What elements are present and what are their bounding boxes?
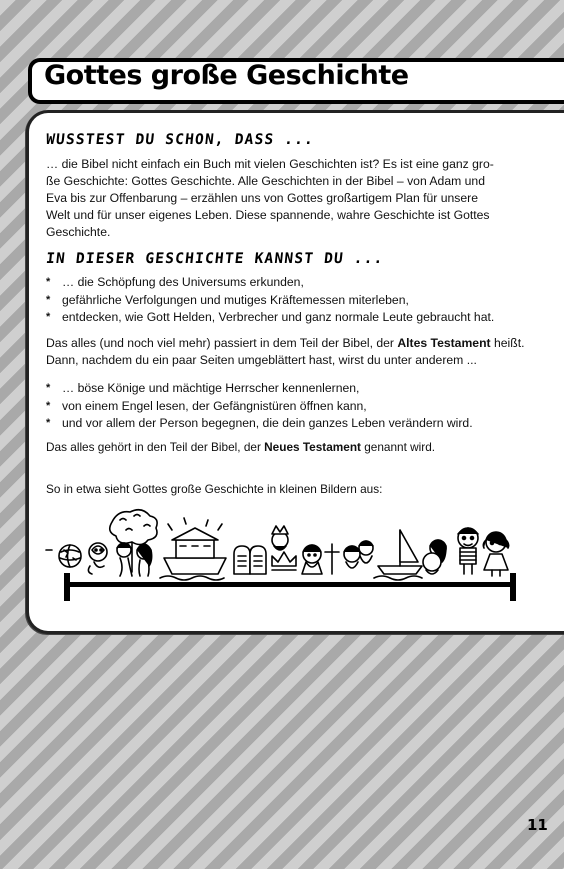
text-segment: Das alles gehört in den Teil der Bibel, der xyxy=(46,440,265,454)
cross-icon xyxy=(325,544,339,574)
asterisk-icon: * xyxy=(46,293,51,306)
asterisk-icon: * xyxy=(46,276,51,288)
text-segment: heißt. xyxy=(490,336,525,350)
crown-icon xyxy=(272,552,296,570)
disciples-icon xyxy=(423,540,446,574)
bible-timeline xyxy=(40,500,530,610)
section-heading-1: WUSSTEST DU SCHON, DASS ... xyxy=(45,132,315,148)
king-icon xyxy=(272,526,288,550)
list-item xyxy=(46,380,536,398)
snake-icon xyxy=(88,543,107,574)
list-item-text: … böse Könige und mächtige Herrscher kennenlernen, xyxy=(62,381,360,395)
old-testament-label: Altes Testament xyxy=(397,336,491,350)
stone-tablets-icon xyxy=(234,546,266,574)
list-item-text: und vor allem der Person begegnen, die dein ganzes Leben verändern wird. xyxy=(62,416,473,430)
asterisk-icon: * xyxy=(46,417,51,429)
list-item-text: gefährliche Verfolgungen und mutiges Kräftemessen miterleben, xyxy=(62,292,409,307)
text-segment: genannt wird. xyxy=(360,440,436,454)
list-item xyxy=(46,398,536,416)
adam-eve-icon xyxy=(110,510,157,576)
list-item-text: von einem Engel lesen, der Gefängnistüren öffnen kann, xyxy=(62,398,367,413)
list-item xyxy=(46,415,536,433)
page-title: Gottes große Geschichte xyxy=(44,60,409,91)
intro-line: Welt und für unser eigenes Leben. Diese spannende, wahre Geschichte ist Gottes xyxy=(46,208,490,222)
globe-icon xyxy=(59,545,81,567)
text-segment: Das alles (und noch viel mehr) passiert in dem Teil der Bibel, der xyxy=(46,336,398,350)
old-testament-line xyxy=(46,335,528,352)
asterisk-icon: * xyxy=(46,311,51,323)
boat-icon xyxy=(374,530,422,580)
section-heading-2: IN DIESER GESCHICHTE KANNST DU ... xyxy=(45,251,385,267)
man-icon xyxy=(302,545,322,574)
bullet-list-1 xyxy=(46,274,536,327)
intro-line: Geschichte. xyxy=(46,225,111,239)
intro-line: Eva bis zur Offenbarung – erzählen uns von Gottes großartigem Plan für unsere xyxy=(46,191,478,205)
timeline-bar xyxy=(64,573,516,601)
transition-line: Dann, nachdem du ein paar Seiten umgeblättert hast, wirst du unter anderem ... xyxy=(46,353,477,367)
list-item-text: … die Schöpfung des Universums erkunden, xyxy=(62,275,304,289)
bullet-list-2 xyxy=(46,380,536,433)
children-icon xyxy=(458,528,478,574)
list-item xyxy=(46,309,536,327)
asterisk-icon: * xyxy=(46,399,51,412)
list-item xyxy=(46,292,536,310)
asterisk-icon: * xyxy=(46,382,51,394)
new-testament-line xyxy=(46,439,528,456)
noahs-ark-icon xyxy=(160,518,226,580)
list-item xyxy=(46,274,536,292)
timeline-intro: So in etwa sieht Gottes große Geschichte in kleinen Bildern aus: xyxy=(46,482,383,496)
intro-line: ße Geschichte: Gottes Geschichte. Alle Geschichten in der Bibel – von Adam und xyxy=(46,174,485,188)
people-icon xyxy=(344,541,373,568)
new-testament-label: Neues Testament xyxy=(264,440,361,454)
girl-icon xyxy=(483,532,508,576)
intro-line: … die Bibel nicht einfach ein Buch mit vielen Geschichten ist? Es ist eine ganz gro- xyxy=(46,157,494,171)
list-item-text: entdecken, wie Gott Helden, Verbrecher und ganz normale Leute gebraucht hat. xyxy=(62,310,495,324)
page-number: 11 xyxy=(527,816,548,834)
